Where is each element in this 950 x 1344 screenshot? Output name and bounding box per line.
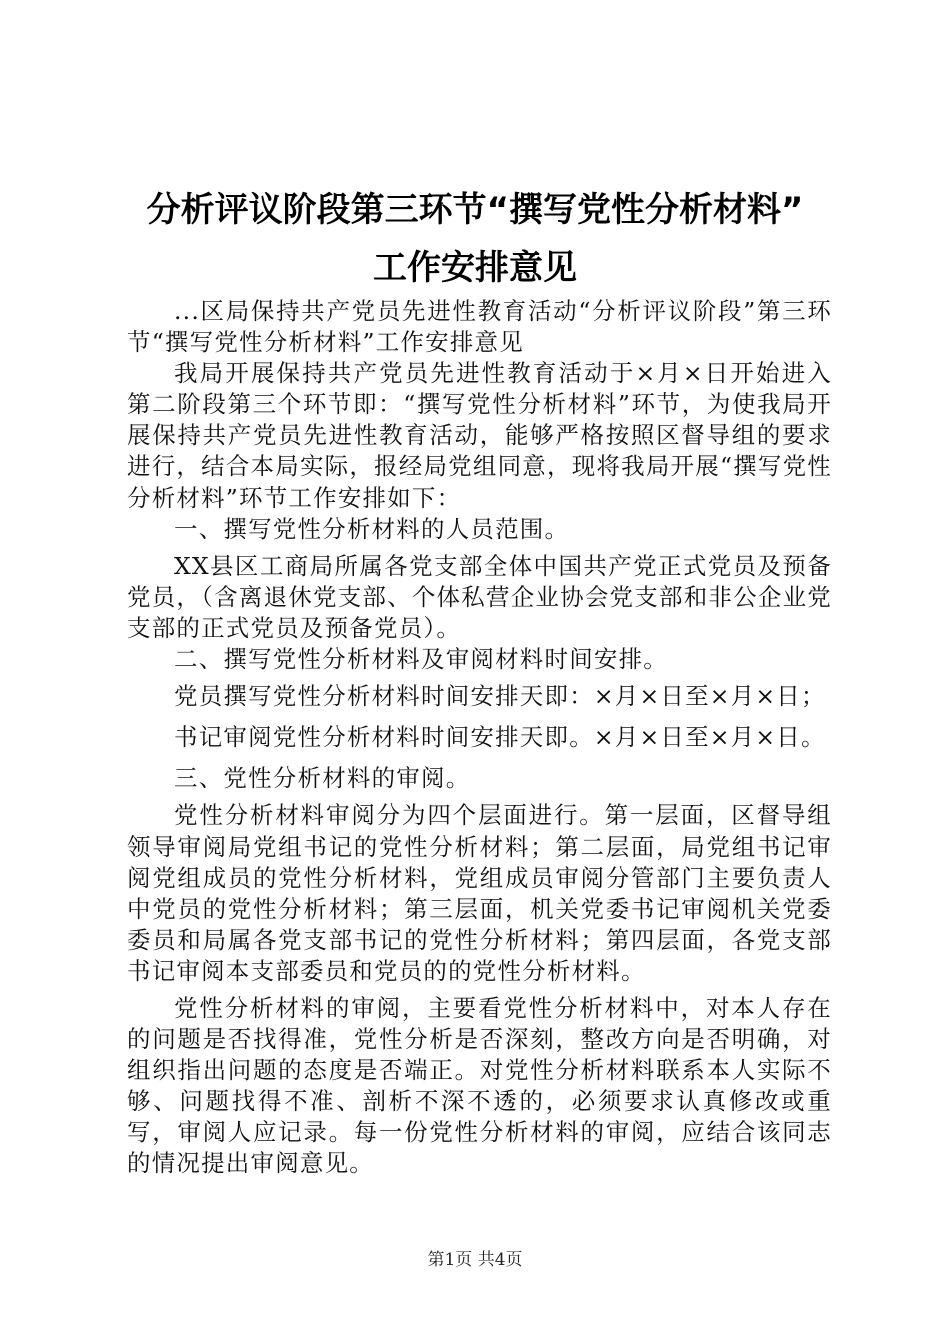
- paragraph-review-levels: 党性分析材料审阅分为四个层面进行。第一层面，区督导组领导审阅局党组书记的党性分析材料；第二层面，局党组书记审阅党组成员的党性分析材料，党组成员审阅分管部门主要负责人中党员的党性分析材料；第三层面，机关党委书记审阅机关党委委员和局属各党支部书记的党性分析材料；第四层面，各党支部书记审阅本支部委员和党员的的党性分析材料。: [127, 801, 832, 985]
- document-body: [127, 296, 832, 1180]
- document-title-line-1: 分析评议阶段第三环节“撰写党性分析材料”: [146, 190, 804, 230]
- paragraph-intro: ...区局保持共产党员先进性教育活动“分析评议阶段”第三环节“撰写党性分析材料”工作安排意见: [127, 297, 832, 357]
- section-heading-3: 三、党性分析材料的审阅。: [174, 764, 471, 793]
- paragraph-review-time: 书记审阅党性分析材料时间安排天即。×月×日至×月×日。: [174, 723, 826, 752]
- section-heading-1: 一、撰写党性分析材料的人员范围。: [174, 514, 570, 543]
- paragraph-writing-time: 党员撰写党性分析材料时间安排天即：×月×日至×月×日；: [174, 682, 826, 711]
- document-title-line-2: 工作安排意见: [373, 248, 577, 288]
- paragraph-review-criteria: 党性分析材料的审阅，主要看党性分析材料中，对本人存在的问题是否找得准，党性分析是否深刻，整改方向是否明确，对组织指出问题的态度是否端正。对党性分析材料联系本人实际不够、问题找得不准、剖析不深不透的，必须要求认真修改或重写，审阅人应记录。每一份党性分析材料的审阅，应结合该同志的情况提出审阅意见。: [127, 993, 832, 1178]
- paragraph-background: 我局开展保持共产党员先进性教育活动于×月×日开始进入第二阶段第三个环节即：“撰写党性分析材料”环节，为使我局开展保持共产党员先进性教育活动，能够严格按照区督导组的要求进行，结合本局实际，报经局党组同意，现将我局开展“撰写党性分析材料”环节工作安排如下：: [127, 359, 832, 512]
- section-heading-2: 二、撰写党性分析材料及审阅材料时间安排。: [174, 645, 668, 674]
- paragraph-scope: XX县区工商局所属各党支部全体中国共产党正式党员及预备党员，（含离退休党支部、个体私营企业协会党支部和非公企业党支部的正式党员及预备党员）。: [127, 551, 832, 642]
- page-indicator: 第1页 共4页: [427, 1250, 523, 1270]
